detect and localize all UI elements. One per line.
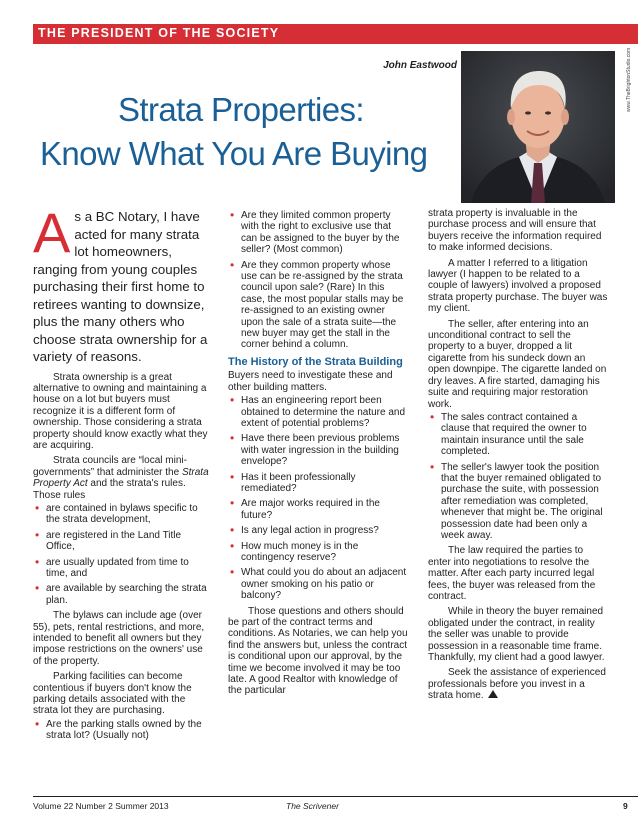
paragraph: The seller, after entering into an unconditional contract to sell the property to a buyer, dropped a lit cigarette from his sundeck down an open downpipe. The cigarette landed on dry leaves. A fire started, damaging his suite and requiring major restoration work.	[428, 318, 607, 410]
paragraph: Seek the assistance of experienced professionals before you invest in a strata home.	[428, 667, 606, 702]
list-item: • Is any legal action in progress?	[228, 525, 408, 536]
bullet-list	[33, 719, 209, 742]
list-item: • Are major works required in the future?	[228, 498, 408, 521]
bullet-list	[228, 395, 408, 602]
author-photo	[461, 51, 615, 203]
bullet-list	[228, 210, 408, 351]
author-name: John Eastwood	[383, 60, 457, 71]
list-item: • Has it been professionally remediated?	[228, 472, 408, 495]
end-mark-icon	[488, 690, 498, 698]
paragraph: While in theory the buyer remained obligated under the contract, in reality the seller was unable to provide possession in a reasonable time frame. Thankfully, my client had a good lawyer.	[428, 606, 605, 664]
lead-paragraph: s a BC Notary, I have acted for many strata lot homeowners, ranging from young couples purchasing their first home to retirees wanting to downsize, plus the many others who choose strata ownership for a variety of reasons.	[33, 209, 208, 364]
paragraph: A matter I referred to a litigation lawyer (I happen to be related to a couple of lawyers) involved a proposed strata property purchase. The buyer was my client.	[428, 257, 608, 315]
list-item: • Have there been previous problems with water ingression in the building envelope?	[228, 433, 408, 467]
article-column-2	[228, 208, 408, 697]
article-column-3	[428, 208, 608, 702]
drop-cap: A	[33, 201, 71, 264]
page-number: 9	[623, 801, 628, 811]
list-item: • The seller's lawyer took the position that the buyer remained obligated to purchase the suite, with possession after remediation was completed, whenever that might be. The original possession date had been only a week away.	[428, 462, 608, 542]
article-column-1	[33, 201, 209, 746]
bullet-list	[428, 412, 608, 541]
list-item: • Has an engineering report been obtained to determine the nature and extent of potential problems?	[228, 395, 408, 429]
list-item: • Are the parking stalls owned by the strata lot? (Usually not)	[33, 719, 209, 742]
section-banner	[33, 24, 638, 44]
list-item: • are contained in bylaws specific to the strata development,	[33, 503, 209, 526]
paragraph: Parking facilities can become contentious if buyers don't know the parking details associated with the strata lot they are purchasing.	[33, 671, 192, 717]
section-banner-text: THE PRESIDENT OF THE SOCIETY	[38, 26, 280, 40]
paragraph: Those questions and others should be part of the contract terms and conditions. As Notaries, we can help you find the answers but, unless the contract is conditional upon our approval, by the time we become involved it may be too late. A good Realtor with knowledge of the particular	[228, 605, 408, 697]
paragraph: Buyers need to investigate these and other building matters.	[228, 370, 393, 393]
footer-publication-name: The Scrivener	[286, 801, 339, 811]
article-title-line1: Strata Properties:	[118, 91, 364, 128]
list-item: • Are they common property whose use can be re-assigned by the strata council upon sale? (Rare) In this case, the most popular stalls may be re-assigned to an existing owner upon the sale of a strata suite—the new buyer may get the stall in the corner behind a column.	[228, 260, 408, 351]
bullet-list	[33, 503, 209, 606]
footer-rule	[33, 796, 638, 797]
list-item: • Are they limited common property with the right to exclusive use that can be assigned to the buyer by the seller? (Most common)	[228, 210, 408, 256]
list-item: • are registered in the Land Title Office,	[33, 530, 209, 553]
paragraph: Strata councils are “local mini-governments” that administer the Strata Property Act and the strata's rules. Those rules	[33, 455, 209, 501]
photo-credit: www.TheBrightonStudio.com	[626, 47, 632, 112]
paragraph: The bylaws can include age (over 55), pets, rental restrictions, and more, intended to benefit all owners but they impose restrictions on the owners' use of the property.	[33, 610, 205, 667]
section-subheading: The History of the Strata Building	[228, 355, 403, 368]
paragraph: Strata ownership is a great alternative to owning and maintaining a house on a lot but buyers must recognize it is a different form of ownership. Those considering a strata property should know exactly what they are acquiring.	[33, 371, 208, 451]
list-item: • are usually updated from time to time, and	[33, 557, 209, 580]
list-item: • How much money is in the contingency reserve?	[228, 541, 408, 564]
list-item: • are available by searching the strata plan.	[33, 583, 209, 606]
paragraph: The law required the parties to enter into negotiations to resolve the matter. After each party incurred legal fees, the buyer was released from the contract.	[428, 545, 596, 602]
list-item: • What could you do about an adjacent owner smoking on his patio or balcony?	[228, 567, 408, 601]
article-title-line2: Know What You Are Buying	[40, 135, 428, 172]
list-item: • The sales contract contained a clause that required the owner to maintain insurance until the sale completed.	[428, 412, 608, 458]
paragraph: strata property is invaluable in the purchase process and will ensure that buyers receive the information required to make informed decisions.	[428, 208, 602, 254]
footer-issue-info: Volume 22 Number 2 Summer 2013	[33, 801, 169, 811]
